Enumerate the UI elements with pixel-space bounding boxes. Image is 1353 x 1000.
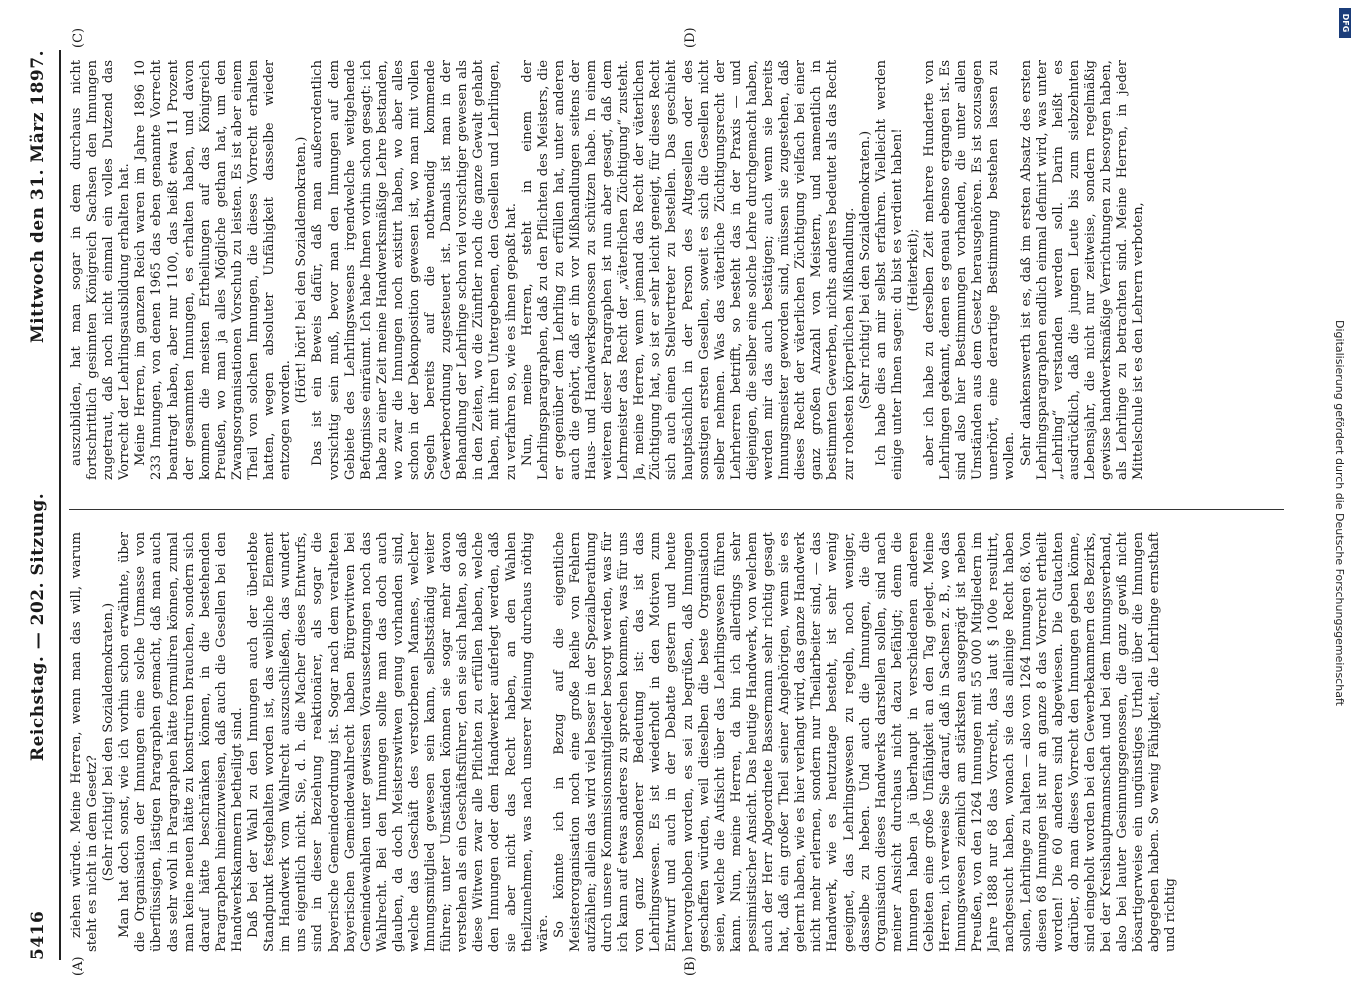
paragraph: Daß bei der Wahl zu den Innungen auch der überlebte Standpunkt festgehalten worden ist, das weibliche Element im Handwerk vom Wahlrecht auszuschließen, das wundert uns eigentlich nicht. Sie, d. h. die Macher dieses Entwurfs, sind in dieser Beziehung reaktionärer, als sogar die bayerische Gemeindeordnung ist. Sogar nach dem veralteten bayerischen Gemeindewahlrecht haben Bürgerwitwen bei Gemeindewahlen unter gewissen Voraussetzungen noch das Wahlrecht. Bei den Innungen sollte man das doch auch glauben, da doch Meisterswitwen genug vorhanden sind, welche das Geschäft des verstorbenen Mannes, welcher Innungsmitglied gewesen sein kann, selbstständig weiter führen; unter Umständen können sie sogar mehr davon verstehen als ein Geschäftsführer, den sie sich halten, so daß diese Witwen zwar alle Pflichten zu erfüllen haben, welche den Innungen oder dem Handwerker auferlegt werden, daß sie aber nicht das Recht haben, an den Wahlen theilzunehmen, was nach unserer Meinung durchaus nöthig wäre. bbox=[246, 532, 551, 952]
paragraph: Meine Herren, im ganzen Reich waren im Jahre 1896 10 233 Innungen, von denen 1965 das eben genannte Vorrecht beantragt haben, aber nur 1100, das heißt etwa 11 Prozent der gesammten Innungen, es erhalten haben, und davon kommen die meisten Ertheilungen auf das Königreich Preußen, wo man ja alles Mögliche gethan hat, um den Zwangsorganisationen Vorschub zu leisten. Es ist aber einem Theil von solchen Innungen, die dieses Vorrecht erhalten hatten, wegen absoluter Unfähigkeit dasselbe wieder entzogen worden. bbox=[133, 60, 294, 480]
digitization-credit: Digitalisierung gefördert durch die Deutsche Forschungsgemeinschaft bbox=[1333, 320, 1346, 706]
paragraph: Nun, meine Herren, steht in einem der Lehrlingsparagraphen, daß zu den Pflichten des Meisters, die er gegenüber dem Lehrling zu erfüllen hat, unter anderen auch die gehört, daß er ihn vor Mißhandlungen seitens der Haus- und Handwerksgenossen zu schützen habe. In einem weiteren dieser Paragraphen ist nun aber gesagt, daß dem Lehrmeister das Recht der „väterlichen Züchtigung“ zusteht. Ja, meine Herren, wenn jemand das Recht der väterlichen Züchtigung hat, so ist er sehr leicht geneigt, für dieses Recht sich auch einen Stellvertreter zu bestellen. Das geschieht hauptsächlich in der Person des Altgesellen oder des sonstigen ersten Gesellen, soweit es sich die Gesellen nicht selber nehmen. Was das väterliche Züchtigungsrecht der Lehrherren betrifft, so besteht das in der Praxis — und diejenigen, die selber eine solche Lehre durchgemacht haben, werden mir das auch bestätigen; auch wenn sie bereits Innungsmeister geworden sind, müssen sie zugestehen, daß dieses Recht der väterlichen Züchtigung vielfach bei einer ganz großen Anzahl von Meistern, und namentlich in bestimmten Gewerben, nichts anderes bedeutet als das Recht zur rohesten körperlichen Mißhandlung. bbox=[519, 60, 857, 480]
paragraph: Sehr dankenswerth ist es, daß im ersten Absatz des ersten Lehrlingsparagraphen endlich einmal definirt wird, was unter „Lehrling“ verstanden werden soll. Darin heißt es ausdrücklich, daß die jungen Leute bis zum siebzehnten Lebensjahr, die nicht nur zeitweise, sondern regelmäßig gewisse handwerksmäßige Verrichtungen zu besorgen haben, als Lehrlinge zu betrachten sind. Meine Herren, in jeder Mittelschule ist es den Lehrern verboten, bbox=[1018, 60, 1147, 480]
document-page bbox=[11, 20, 1301, 980]
interjection: (Heiterkeit); bbox=[905, 228, 921, 312]
paragraph: So könnte ich in Bezug auf die eigentliche Meisterorganisation noch eine große Reihe von Fehlern aufzählen; allein das wird viel besser in der Spezialberathung durch unsere Kommissionsmitglieder besorgt werden, was für ich kann auf etwas anderes zu sprechen kommen, was für uns von ganz besonderer Bedeutung ist: das ist das Lehrlingswesen. Es ist wiederholt in den Motiven zum Entwurf und auch in der Debatte gestern und heute hervorgehoben worden, es sei zu begrüßen, daß Innungen geschaffen würden, weil dieselben die beste Organisation seien, welche die Aufsicht über das Lehrlingswesen führen kann. Nun, meine Herren, da bin ich allerdings sehr pessimistischer Ansicht. Das heutige Handwerk, von welchem auch der Herr Abgeordnete Bassermann sehr richtig gesagt hat, daß ein großer Theil seiner Angehörigen, wenn sie es gelernt haben, wie es hier verlangt wird, das ganze Handwerk nicht mehr erlernen, sondern nur Theilarbeiter sind, — das Handwerk, wie es heutzutage besteht, ist sehr wenig geeignet, das Lehrlingswesen zu regeln, noch weniger, dasselbe zu heben. Und auch die Innungen, die die Organisation dieses Handwerks darstellen sollen, sind nach meiner Ansicht durchaus nicht dazu befähigt; denn die Innungen haben ja überhaupt in verschiedenen anderen Gebieten eine große Unfähigkeit an den Tag gelegt. Meine Herren, ich verweise Sie darauf, daß in Sachsen z. B., wo das Innungswesen ziemlich am stärksten ausgeprägt ist neben Preußen, von den 1264 Innungen mit 55 000 Mitgliedern im Jahre 1888 nur 68 das Vorrecht, das laut § 100e resultirt, nachgesucht haben, wonach sie das alleinige Recht haben sollen, Lehrlinge zu halten — also von 1264 Innungen 68. Von diesen 68 Innungen ist nur an ganze 8 das Vorrecht ertheilt worden! Die 60 anderen sind abgewiesen. Die Gutachten darüber, ob man dieses Vorrecht den Innungen geben könne, sind eingeholt worden bei den Gewerbekammern des Bezirks, bei der Kreishauptmannschaft und bei dem Innungsverband, also bei lauter Gesinnungsgenossen, die ganz gewiß nicht bösartigerweise ein ungünstiges Urtheil über die Innungen abgegeben haben. So wenig Fähigkeit, die Lehrlinge ernsthaft und richtig bbox=[551, 532, 1179, 952]
digitization-strip bbox=[1325, 0, 1353, 1000]
right-column bbox=[69, 60, 1284, 480]
session-title: Reichstag. — 202. Sitzung. bbox=[28, 492, 48, 762]
interjection: (Sehr richtig! bei den Sozialdemokraten.) bbox=[101, 602, 117, 882]
header-rule bbox=[59, 50, 61, 960]
margin-letter-c: (C) bbox=[71, 27, 86, 48]
paragraph: Man hat doch sonst, wie ich vorhin schon erwähnte, über die Organisation der Innungen eine solche Unmasse von überflüssigen, lästigen Paragraphen gemacht, daß man auch das sehr wohl in Paragraphen hätte formuliren können, zumal man keine neuen hätte zu konstruiren brauchen, sondern sich darauf hätte beschränken können, in die bestehenden Paragraphen hineinzuweisen, daß auch die Gesellen bei den Handwerkskammern betheiligt sind. bbox=[117, 532, 245, 952]
paragraph: Das ist ein Beweis dafür, daß man außerordentlich vorsichtig sein muß, bevor man den Innungen auf dem Gebiete des Lehrlingswesens irgendwelche weitgehende Befugnisse einräumt. Ich habe Ihnen vorhin schon gesagt: ich habe zu einer Zeit meine Handwerksmäßige Lehre bestanden, wo zwar die Innungen noch existirt haben, wo aber alles schon in der Dekonposition gewesen ist, wo man mit vollen Segeln bereits auf die nothwendig kommende Gewerbeordnung zugesteuert ist. Damals ist man in der Behandlung der Lehrlinge schon viel vorsichtiger gewesen als in den Zeiten, wo die Zünftler noch die ganze Gewalt gehabt haben, mit ihren Untergebenen, den Gesellen und Lehrlingen, zu verfahren so, wie es ihnen gepaßt hat. bbox=[310, 60, 519, 480]
column-divider bbox=[69, 509, 1284, 510]
paragraph: auszubilden, hat man sogar in dem durchaus nicht fortschrittlich gesinnten Königreich Sachsen den Innungen zugetraut, daß noch nicht einmal ein volles Dutzend das Vorrecht der Lehrlingsausbildung erhalten hat. bbox=[69, 60, 133, 480]
paragraph: aber ich habe zu derselben Zeit mehrere Hunderte von Lehrlingen gekannt, denen es genau ebenso ergangen ist. Es sind also hier Bestimmungen vorhanden, die unter allen Umständen aus dem Gesetz herausgehören. Es ist sozusagen unerhört, eine derartige Bestimmung bestehen lassen zu wollen. bbox=[921, 60, 1018, 480]
margin-letter-d: (D) bbox=[683, 27, 698, 48]
left-column bbox=[69, 532, 1284, 952]
interjection: (Hört! hört! bei den Sozialdemokraten.) bbox=[294, 136, 310, 404]
paragraph: ziehen würde. Meine Herren, wenn man das will, warum steht es nicht in dem Gesetz? bbox=[69, 532, 101, 952]
dfg-logo-text: DFG bbox=[1341, 13, 1350, 33]
session-date: Mittwoch den 31. März 1897. bbox=[28, 50, 48, 344]
margin-letter-a: (A) bbox=[71, 956, 86, 976]
page-number: 5416 bbox=[28, 910, 48, 960]
interjection: (Sehr richtig! bei den Sozialdemokraten.) bbox=[857, 130, 873, 410]
paragraph: Ich habe dies an mir selbst erfahren. Vielleicht werden einige unter Ihnen sagen: du bist es verdient haben! bbox=[873, 60, 905, 480]
margin-letter-b: (B) bbox=[683, 956, 698, 976]
page-header bbox=[21, 50, 55, 960]
